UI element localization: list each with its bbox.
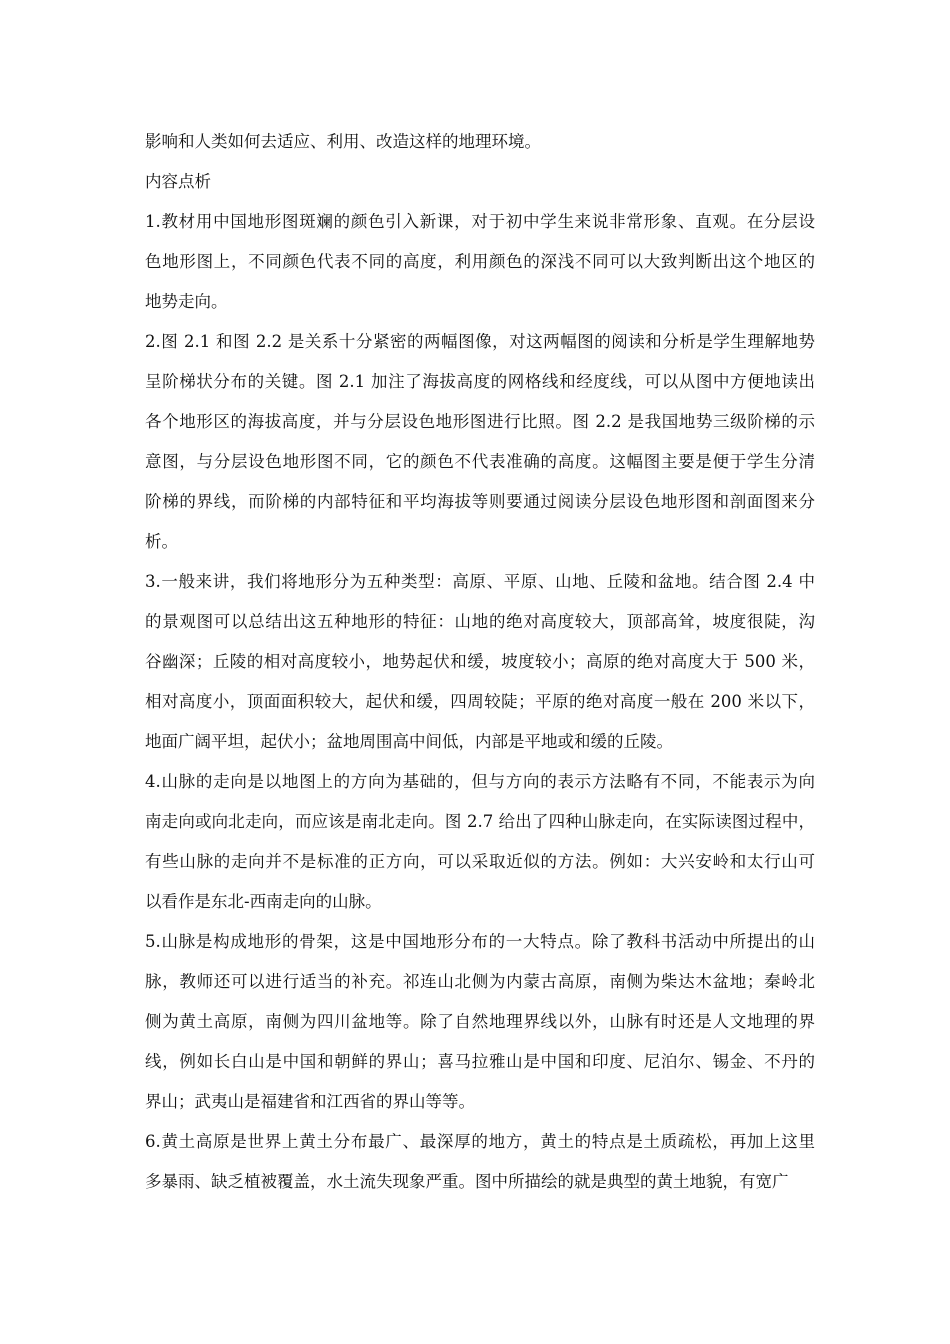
- paragraph-line: 的景观图可以总结出这五种地形的特征：山地的绝对高度较大，顶部高耸，坡度很陡，沟: [145, 612, 815, 631]
- paragraph-line: 析。: [145, 532, 178, 551]
- paragraph: [145, 922, 815, 1122]
- paragraph-line: 2.图 2.1 和图 2.2 是关系十分紧密的两幅图像，对这两幅图的阅读和分析是学生理解地势: [145, 332, 815, 351]
- paragraph: [145, 202, 815, 322]
- paragraph-line: 线，例如长白山是中国和朝鲜的界山；喜马拉雅山是中国和印度、尼泊尔、锡金、不丹的: [145, 1052, 815, 1071]
- paragraph-line: 多暴雨、缺乏植被覆盖，水土流失现象严重。图中所描绘的就是典型的黄土地貌，有宽广: [145, 1172, 789, 1191]
- paragraph-line: 6.黄土高原是世界上黄土分布最广、最深厚的地方，黄土的特点是土质疏松，再加上这里: [145, 1132, 815, 1151]
- intro-line: 影响和人类如何去适应、利用、改造这样的地理环境。: [145, 132, 541, 151]
- paragraph-line: 谷幽深；丘陵的相对高度较小，地势起伏和缓，坡度较小；高原的绝对高度大于 500 米，: [145, 652, 815, 671]
- paragraph-line: 各个地形区的海拔高度，并与分层设色地形图进行比照。图 2.2 是我国地势三级阶梯的示: [145, 412, 815, 431]
- paragraph: [145, 762, 815, 922]
- paragraph-line: 侧为黄土高原，南侧为四川盆地等。除了自然地理界线以外，山脉有时还是人文地理的界: [145, 1012, 815, 1031]
- document-body: [145, 122, 815, 1202]
- paragraph-line: 5.山脉是构成地形的骨架，这是中国地形分布的一大特点。除了教科书活动中所提出的山: [145, 932, 815, 951]
- section-title: 内容点析: [145, 172, 211, 191]
- paragraph-line: 阶梯的界线，而阶梯的内部特征和平均海拔等则要通过阅读分层设色地形图和剖面图来分: [145, 492, 815, 511]
- paragraph-line: 南走向或向北走向，而应该是南北走向。图 2.7 给出了四种山脉走向，在实际读图过程中，: [145, 812, 815, 831]
- paragraph: [145, 322, 815, 562]
- paragraph-line: 呈阶梯状分布的关键。图 2.1 加注了海拔高度的网格线和经度线，可以从图中方便地读出: [145, 372, 815, 391]
- paragraph-line: 有些山脉的走向并不是标准的正方向，可以采取近似的方法。例如：大兴安岭和太行山可: [145, 852, 815, 871]
- paragraph: [145, 562, 815, 762]
- paragraph-line: 相对高度小，顶面面积较大，起伏和缓，四周较陡；平原的绝对高度一般在 200 米以下，: [145, 692, 815, 711]
- paragraph-line: 4.山脉的走向是以地图上的方向为基础的，但与方向的表示方法略有不同，不能表示为向: [145, 772, 815, 791]
- paragraph-line: 3.一般来讲，我们将地形分为五种类型：高原、平原、山地、丘陵和盆地。结合图 2.4 中: [145, 572, 815, 591]
- paragraph-line: 以看作是东北-西南走向的山脉。: [145, 892, 382, 911]
- paragraph-line: 地面广阔平坦，起伏小；盆地周围高中间低，内部是平地或和缓的丘陵。: [145, 732, 673, 751]
- paragraph-line: 意图，与分层设色地形图不同，它的颜色不代表准确的高度。这幅图主要是便于学生分清: [145, 452, 815, 471]
- paragraph-line: 色地形图上，不同颜色代表不同的高度，利用颜色的深浅不同可以大致判断出这个地区的: [145, 252, 815, 271]
- paragraph-line: 1.教材用中国地形图斑斓的颜色引入新课，对于初中学生来说非常形象、直观。在分层设: [145, 212, 815, 231]
- paragraph-line: 地势走向。: [145, 292, 228, 311]
- paragraph: [145, 1122, 815, 1202]
- paragraph-list: [145, 202, 815, 1202]
- paragraph-line: 界山；武夷山是福建省和江西省的界山等等。: [145, 1092, 475, 1111]
- paragraph-line: 脉，教师还可以进行适当的补充。祁连山北侧为内蒙古高原，南侧为柴达木盆地；秦岭北: [145, 972, 815, 991]
